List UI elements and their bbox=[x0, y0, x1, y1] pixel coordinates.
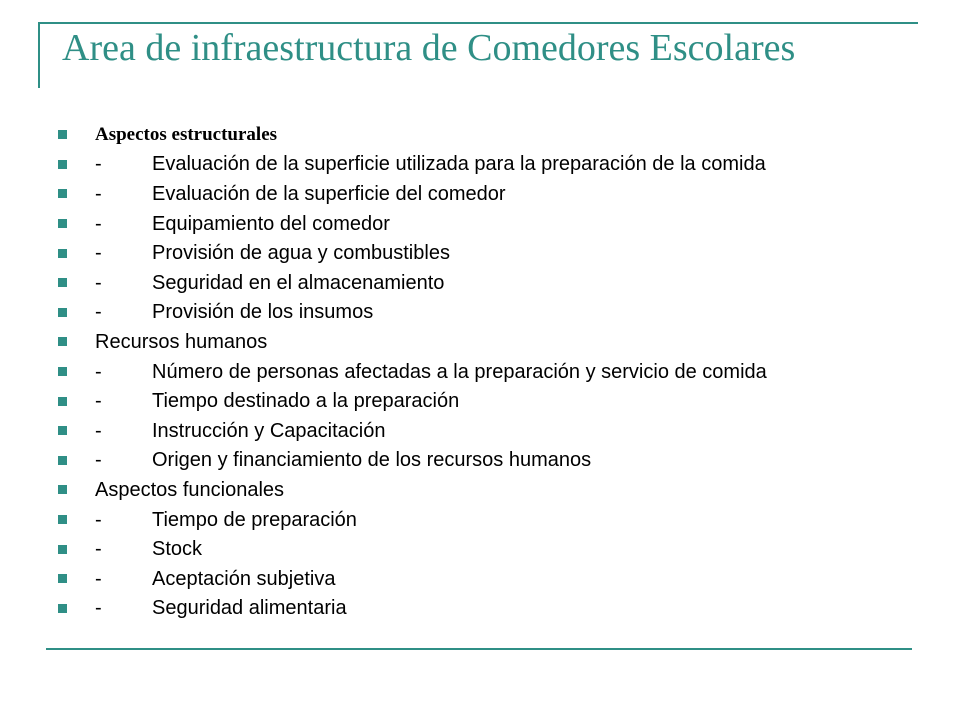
square-bullet-icon bbox=[58, 160, 67, 169]
bullet-item-dash: - bbox=[95, 538, 102, 561]
bullet-item-provision-insumos bbox=[58, 298, 918, 328]
bullet-item-dash: - bbox=[95, 597, 102, 620]
bullet-item-origen-financiamiento bbox=[58, 446, 918, 476]
bullet-item-dash: - bbox=[95, 182, 102, 205]
square-bullet-icon bbox=[58, 574, 67, 583]
bullet-item-dash: - bbox=[95, 212, 102, 235]
bullet-item-seguridad-almacenamiento bbox=[58, 268, 918, 298]
bullet-item-tiempo-destinado bbox=[58, 386, 918, 416]
bullet-list bbox=[58, 120, 918, 623]
bullet-item-superficie-preparacion bbox=[58, 150, 918, 180]
bullet-item-tiempo-preparacion bbox=[58, 505, 918, 535]
bullet-item-dash: - bbox=[95, 242, 102, 265]
bullet-item-text: Seguridad en el almacenamiento bbox=[152, 271, 445, 294]
bullet-item-seguridad-alimentaria bbox=[58, 594, 918, 624]
bullet-item-equipamiento bbox=[58, 209, 918, 239]
bullet-item-dash: - bbox=[95, 419, 102, 442]
bullet-item-dash: - bbox=[95, 301, 102, 324]
bullet-item-dash: - bbox=[95, 153, 102, 176]
bullet-item-text: Instrucción y Capacitación bbox=[152, 419, 386, 442]
square-bullet-icon bbox=[58, 367, 67, 376]
bullet-item-dash: - bbox=[95, 360, 102, 383]
bullet-item-text: Evaluación de la superficie utilizada para la preparación de la comida bbox=[152, 153, 766, 176]
bullet-item-text: Recursos humanos bbox=[95, 330, 268, 353]
bullet-item-superficie-comedor bbox=[58, 179, 918, 209]
square-bullet-icon bbox=[58, 130, 67, 139]
bullet-item-text: Origen y financiamiento de los recursos humanos bbox=[152, 449, 592, 472]
bullet-item-text: Aspectos funcionales bbox=[95, 478, 285, 501]
bullet-item-aceptacion-subjetiva bbox=[58, 564, 918, 594]
footer-rule bbox=[46, 648, 912, 650]
square-bullet-icon bbox=[58, 308, 67, 317]
bullet-item-text: Stock bbox=[152, 538, 203, 561]
bullet-item-dash: - bbox=[95, 449, 102, 472]
bullet-item-text: Tiempo de preparación bbox=[152, 508, 357, 531]
square-bullet-icon bbox=[58, 189, 67, 198]
title-top-rule bbox=[38, 22, 918, 24]
slide-title: Area de infraestructura de Comedores Escolares bbox=[62, 27, 796, 69]
bullet-item-aspectos-estructurales bbox=[58, 120, 918, 150]
square-bullet-icon bbox=[58, 249, 67, 258]
bullet-item-text: Equipamiento del comedor bbox=[152, 212, 390, 235]
bullet-item-provision-agua bbox=[58, 238, 918, 268]
bullet-item-text: Provisión de agua y combustibles bbox=[152, 242, 450, 265]
bullet-item-dash: - bbox=[95, 390, 102, 413]
title-left-rule bbox=[38, 22, 40, 88]
bullet-item-dash: - bbox=[95, 567, 102, 590]
bullet-item-aspectos-funcionales bbox=[58, 475, 918, 505]
bullet-item-text: Tiempo destinado a la preparación bbox=[152, 390, 460, 413]
square-bullet-icon bbox=[58, 485, 67, 494]
square-bullet-icon bbox=[58, 426, 67, 435]
bullet-item-text: Evaluación de la superficie del comedor bbox=[152, 182, 506, 205]
bullet-item-text: Número de personas afectadas a la preparación y servicio de comida bbox=[152, 360, 767, 383]
square-bullet-icon bbox=[58, 604, 67, 613]
square-bullet-icon bbox=[58, 219, 67, 228]
bullet-item-dash: - bbox=[95, 508, 102, 531]
bullet-item-dash: - bbox=[95, 271, 102, 294]
square-bullet-icon bbox=[58, 337, 67, 346]
square-bullet-icon bbox=[58, 278, 67, 287]
square-bullet-icon bbox=[58, 397, 67, 406]
bullet-item-text: Aceptación subjetiva bbox=[152, 567, 336, 590]
bullet-item-text: Seguridad alimentaria bbox=[152, 597, 347, 620]
bullet-item-instruccion bbox=[58, 416, 918, 446]
square-bullet-icon bbox=[58, 545, 67, 554]
square-bullet-icon bbox=[58, 456, 67, 465]
bullet-item-recursos-humanos bbox=[58, 327, 918, 357]
bullet-item-text: Aspectos estructurales bbox=[95, 123, 278, 145]
square-bullet-icon bbox=[58, 515, 67, 524]
bullet-item-text: Provisión de los insumos bbox=[152, 301, 374, 324]
bullet-item-numero-personas bbox=[58, 357, 918, 387]
bullet-item-stock bbox=[58, 534, 918, 564]
